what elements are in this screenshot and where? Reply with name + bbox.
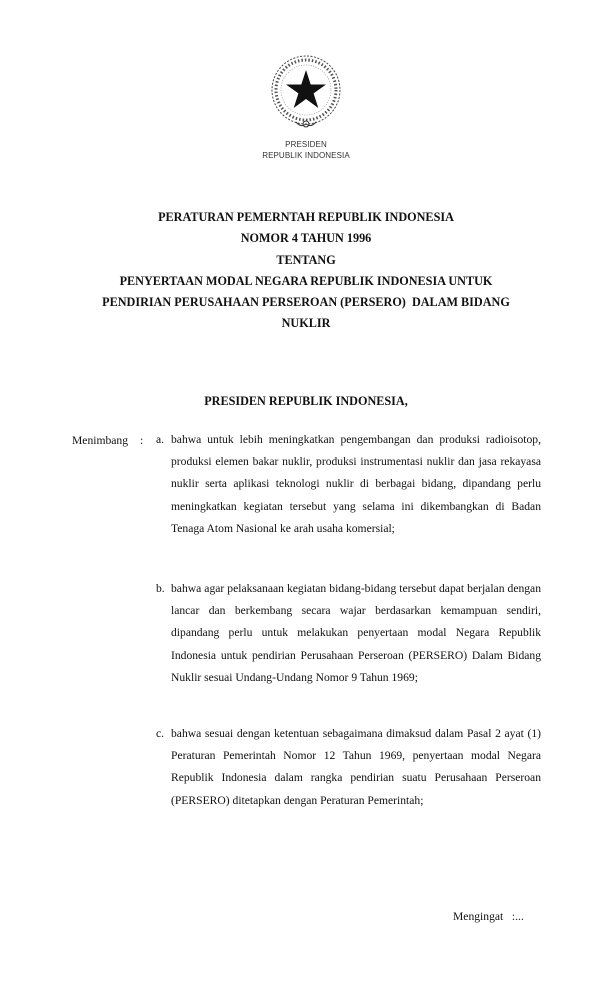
regulation-title	[0, 207, 612, 335]
letterhead-line-republik: REPUBLIK INDONESIA	[262, 151, 350, 160]
menimbang-colon: :	[140, 434, 144, 447]
letterhead-line-presiden: PRESIDEN	[285, 140, 327, 149]
title-number-line: NOMOR 4 TAHUN 1996	[240, 231, 372, 246]
item-marker: a.	[156, 433, 165, 446]
item-text: bahwa sesuai dengan ketentuan sebagaimana dimaksud dalam Pasal 2 ayat (1) Peraturan Pemerintah Nomor 12 Tahun 1969, penyertaan modal Negara Republik Indonesia dalam rangka pendirian suatu Perusahaan Perseroan (PERSERO) ditetapkan dengan Peraturan Pemerintah;	[171, 727, 541, 807]
item-text: bahwa agar pelaksanaan kegiatan bidang-bidang tersebut dapat berjalan dengan lancar dan berkembang secara wajar berdasarkan kemampuan sendiri, dipandang perlu untuk melakukan penyertaan modal Negara Republik Indonesia untuk pendirian Perusahaan Perseroan (PERSERO) Dalam Bidang Nuklir sesuai Undang-Undang Nomor 9 Tahun 1969;	[171, 582, 541, 684]
issuer-heading: PRESIDEN REPUBLIK INDONESIA,	[204, 394, 408, 408]
title-subject-line: NUKLIR	[281, 316, 331, 331]
consideration-item-b	[156, 578, 541, 689]
title-line: PERATURAN PEMERNTAH REPUBLIK INDONESIA	[158, 210, 454, 224]
page-continuation-marker: Mengingat :...	[453, 910, 524, 923]
item-marker: b.	[156, 582, 165, 595]
presidential-emblem-icon	[266, 52, 346, 132]
consideration-item-c	[156, 723, 541, 812]
item-marker: c.	[156, 727, 165, 740]
title-subject-line: PENDIRIAN PERUSAHAAN PERSEROAN (PERSERO) DALAM BIDANG	[102, 295, 510, 310]
item-text: bahwa untuk lebih meningkatkan pengembangan dan produksi radioisotop, produksi elemen bakar nuklir, produksi instrumentasi nuklir dan jasa rekayasa nuklir serta aplikasi teknologi nuklir di berbagai bidang, dipandang perlu meningkatkan kegiatan tersebut yang selama ini dikembangkan di Badan Tenaga Atom Nasional ke arah usaha komersial;	[171, 433, 541, 535]
title-subject-line: PENYERTAAN MODAL NEGARA REPUBLIK INDONESIA UNTUK	[119, 273, 493, 288]
consideration-item-a	[156, 429, 541, 540]
title-tentang-line: TENTANG	[276, 252, 336, 267]
menimbang-label: Menimbang	[72, 434, 129, 447]
